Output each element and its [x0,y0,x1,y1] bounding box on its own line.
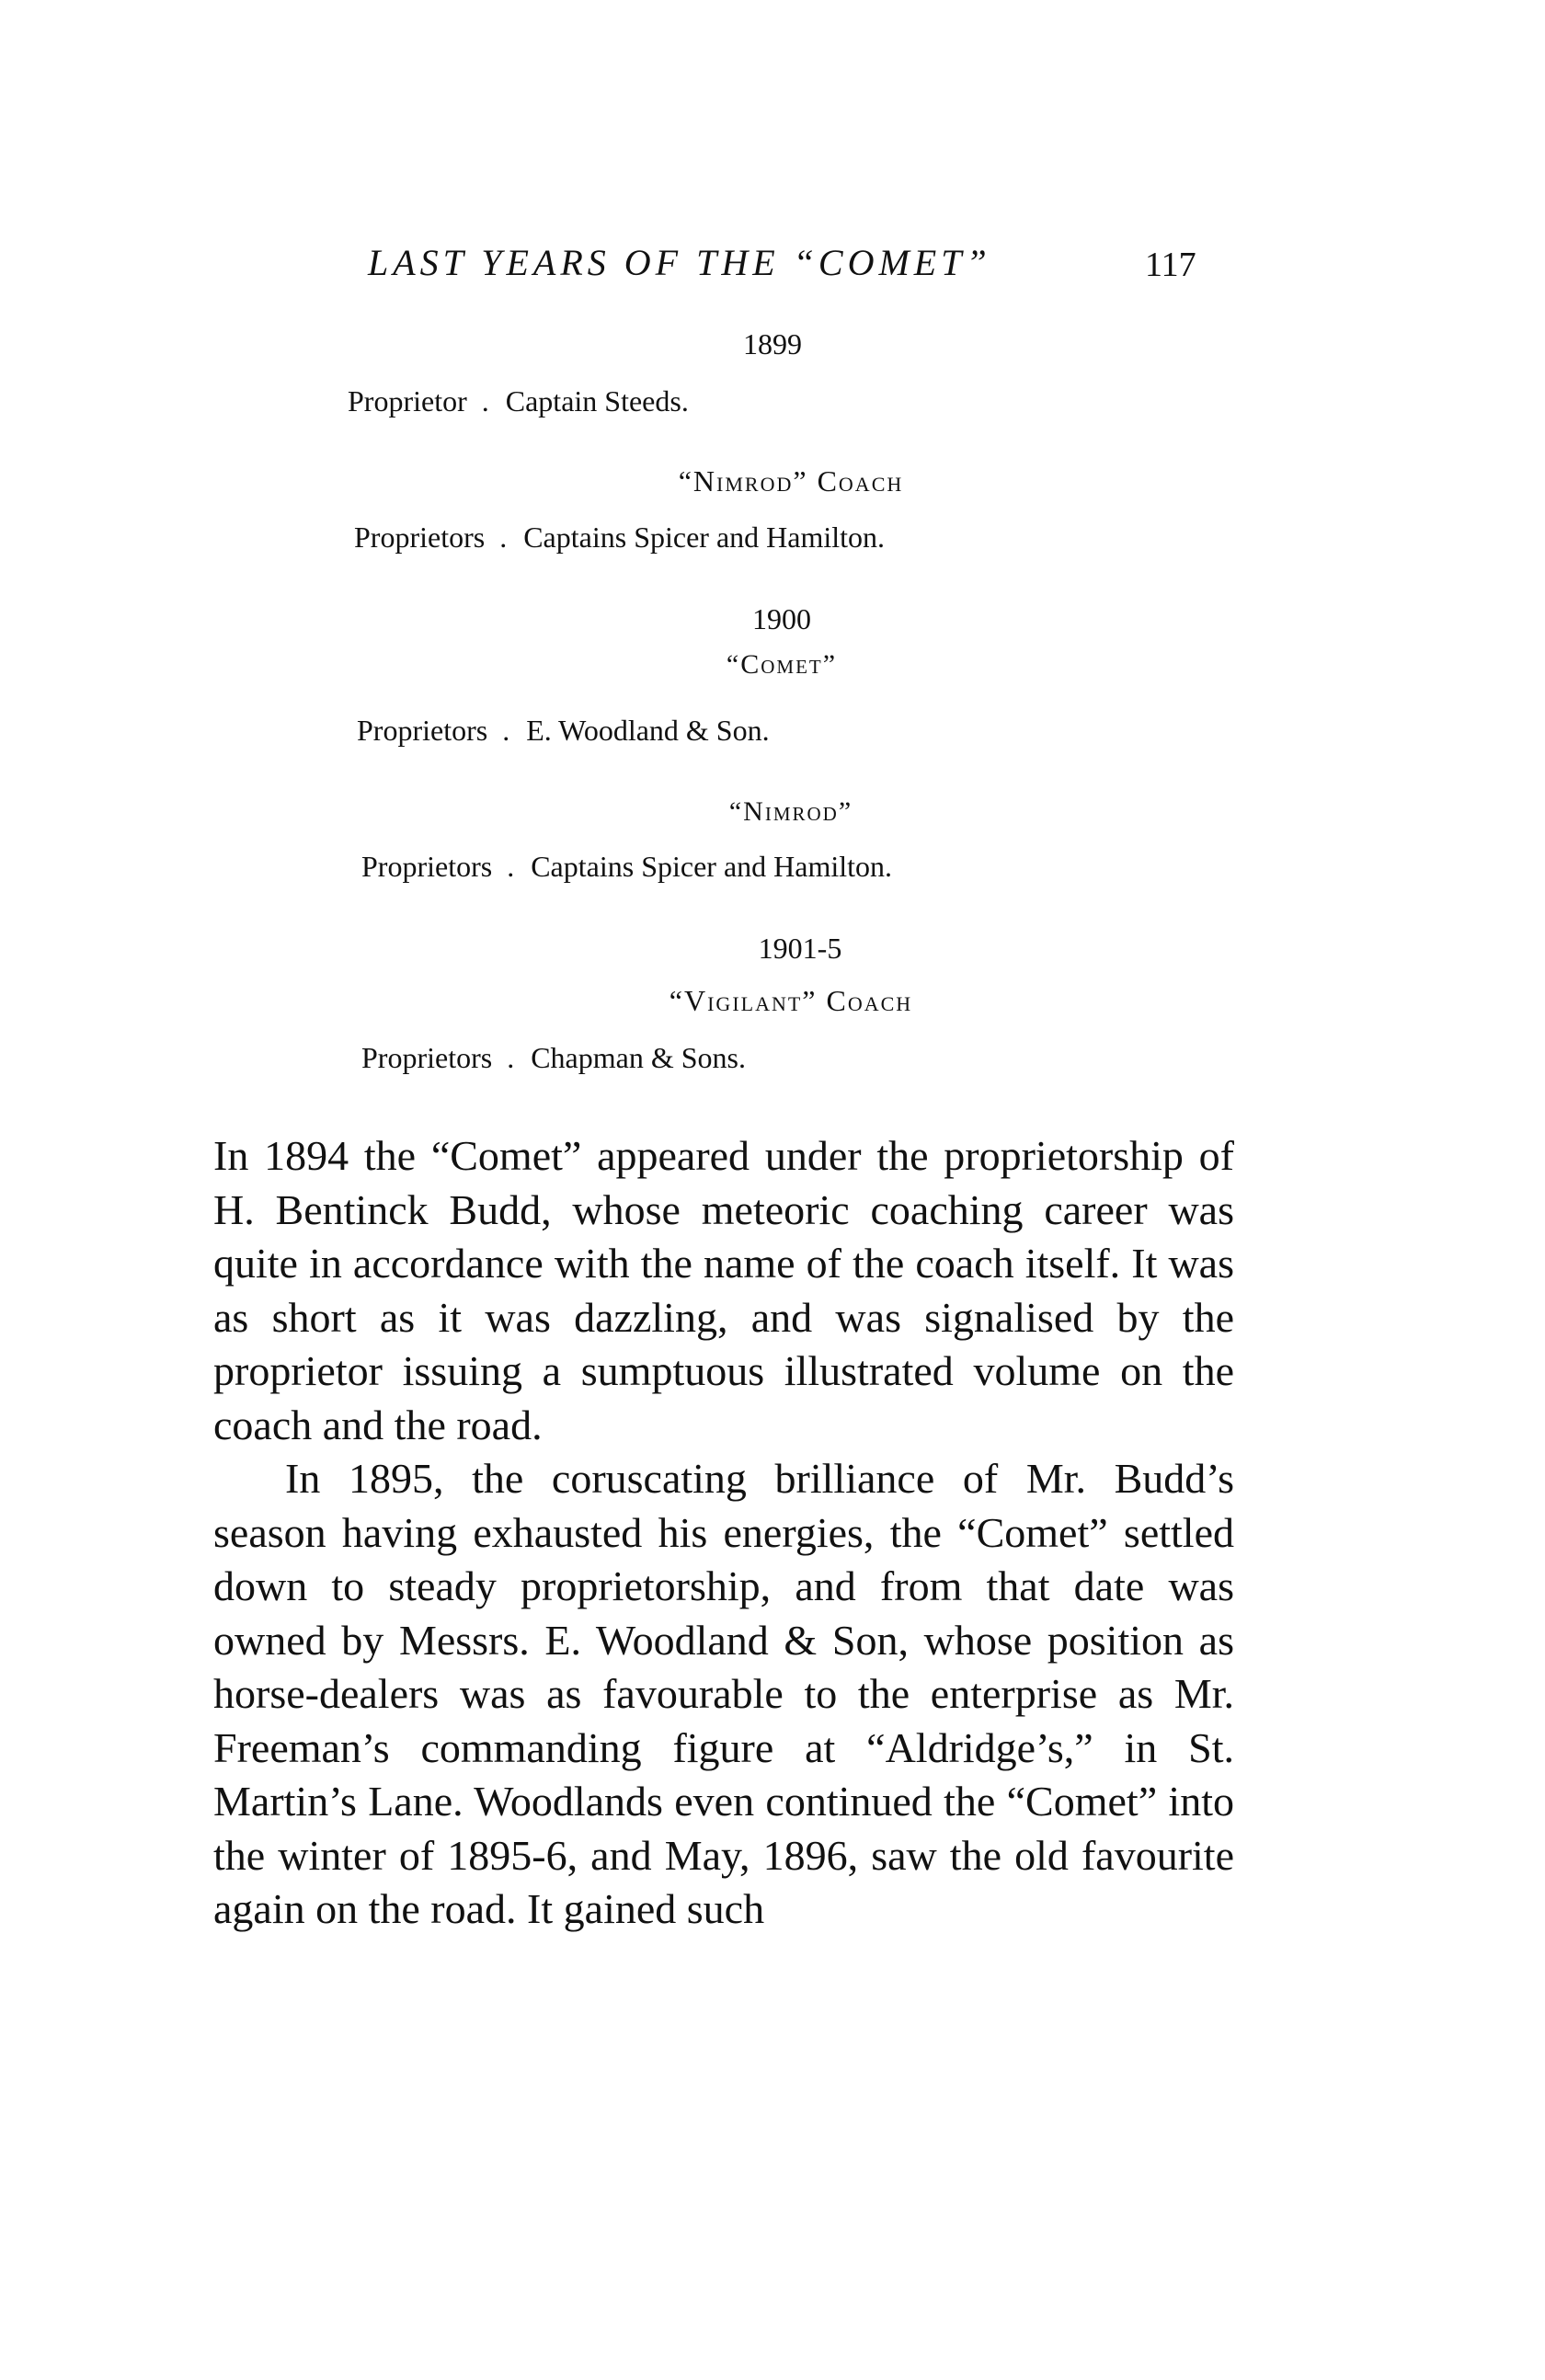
ledger-value: Captain Steeds. [505,384,689,418]
running-head-title: LAST YEARS OF THE “COMET” [368,242,991,283]
body-text [213,1129,1234,1937]
ledger-label: Proprietors [357,714,488,747]
ledger-label: Proprietor [348,384,467,418]
page-number: 117 [1145,246,1196,284]
leader-dot: . [481,384,489,418]
leader-dot: . [499,521,508,554]
ledger-label: Proprietors [354,521,486,554]
ledger-coach-nimrod-1899: “Nimrod” Coach [678,464,904,498]
ledger-row-nimrod-1899 [354,521,885,555]
ledger-row-comet-1900 [357,714,770,748]
ledger-coach-comet-1900: “Comet” [726,649,838,680]
ledger-coach-vigilant: “Vigilant” Coach [669,984,913,1017]
leader-dot: . [507,850,515,883]
ledger-row-vigilant [361,1041,746,1075]
ledger-year-1899: 1899 [743,327,802,360]
ledger-year-1900: 1900 [752,602,811,635]
ledger-value: Captains Spicer and Hamilton. [523,521,886,554]
ledger-label: Proprietors [361,850,493,883]
running-head [0,241,1545,287]
ledger-value: Captains Spicer and Hamilton. [531,850,893,883]
ledger-row-1899 [348,384,689,418]
ledger-label: Proprietors [361,1041,493,1074]
leader-dot: . [507,1041,515,1074]
ledger-year-1901: 1901-5 [758,932,842,965]
ledger-row-nimrod-1900 [361,850,892,884]
ledger-value: Chapman & Sons. [531,1041,746,1074]
paragraph: In 1894 the “Comet” appeared under the proprietorship of H. Bentinck Budd, whose meteoric coaching career was quite in accordance with the name of the coach itself. It was as short as it was dazzling, and was signalised by the proprietor issuing a sumptuous illustrated volume on the coach and the road. [213,1132,1234,1448]
ledger-value: E. Woodland & Son. [526,714,770,747]
paragraph: In 1895, the coruscating brilliance of Mr. Budd’s season having exhausted his energies, the “Comet” settled down to steady proprietorship, and from that date was owned by Messrs. E. Woodland & Son, whose position as horse-dealers was as favourable to the enterprise as Mr. Freeman’s commanding figure at “Aldridge’s,” in St. Martin’s Lane. Woodlands even continued the “Comet” into the winter of 1895-6, and May, 1896, saw the old favourite again on the road. It gained such [213,1455,1234,1932]
ledger-coach-nimrod-1900: “Nimrod” [728,796,853,827]
leader-dot: . [502,714,510,747]
